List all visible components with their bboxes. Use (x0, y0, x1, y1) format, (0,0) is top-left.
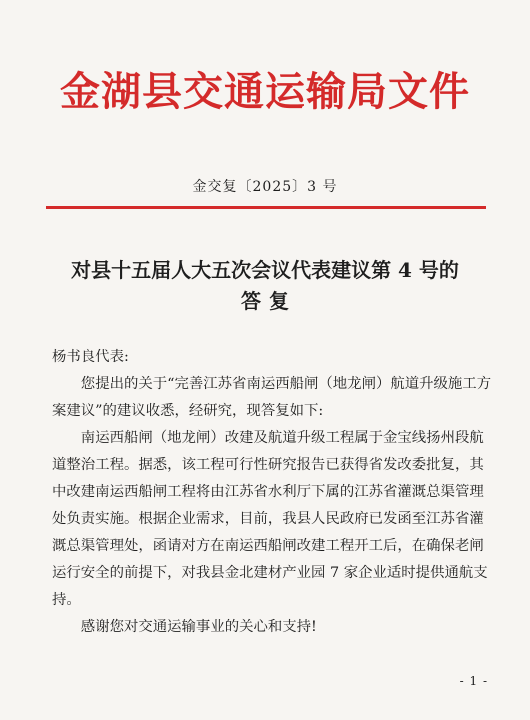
document-title-line-2: 答复 (241, 289, 297, 313)
page-number: - 1 - (459, 674, 488, 688)
red-divider-line (46, 206, 486, 209)
body-paragraph-3: 感谢您对交通运输事业的关心和支持! (80, 619, 317, 635)
document-number: 金交复〔2025〕3 号 (192, 179, 338, 195)
body-paragraph-2: 南运西船闸（地龙闸）改建及航道升级工程属于金宝线扬州段航道整治工程。据悉，该工程可行性研究报告已获得省发改委批复，其中改建南运西船闸工程将由江苏省水利厅下属的江苏省灌溉总渠管理处负责实施。根据企业需求，目前，我县人民政府已发函至江苏省灌溉总渠管理处，函请对方在南运西船闸改建工程开工后，在确保老闸运行安全的前提下，对我县金北建材产业园 7 家企业适时提供通航支持。 (52, 430, 488, 608)
salutation: 杨书良代表: (52, 349, 129, 365)
agency-masthead: 金湖县交通运输局文件 (60, 68, 470, 115)
body-paragraph-1: 您提出的关于“完善江苏省南运西船闸（地龙闸）航道升级施工方案建议”的建议收悉，经研究，现答复如下: (52, 376, 492, 419)
document-body (52, 344, 492, 641)
document-title-line-1: 对县十五届人大五次会议代表建议第 4 号的 (71, 258, 459, 282)
